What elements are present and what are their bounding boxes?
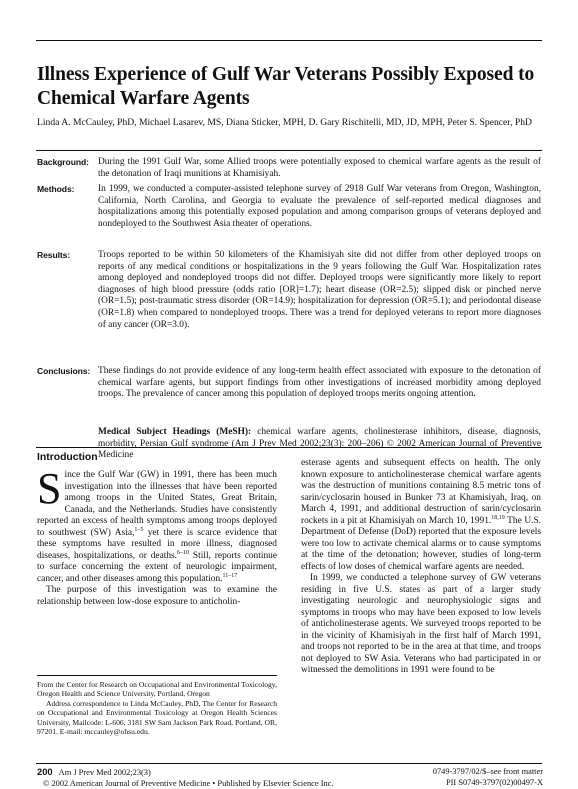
mesh-label: Medical Subject Headings (MeSH): — [98, 427, 252, 437]
intro-paragraph-4: In 1999, we conducted a telephone survey of GW veterans residing in five U.S. states as part of a larger study investigating neurologic and neurophysiologic signs and symptoms in troops who may have been exposed to low levels of anticholinesterase agents. We surveyed troops reported to be in the vicinity of Khamisiyah in the first half of March 1991, and troops not reported to be in the area at that time, and troops not deployed to SW Asia. Veterans who had participated in or witnessed the demolitions in 1991 were found to be — [301, 573, 541, 675]
abstract-top-rule — [36, 150, 542, 151]
footnote-correspondence: Address correspondence to Linda McCauley, PhD, The Center for Research on Occupational and Environmental Toxicology at Oregon Health Sciences University, Mailcode: L-606, 3181 SW Sam Jackson Park Road, Portland, OR, 97201. E-mail: mccauley@ohsu.edu. — [37, 698, 277, 737]
intro-paragraph-3 — [301, 458, 541, 573]
background-label: Background: — [37, 157, 89, 167]
abstract-bottom-rule — [36, 447, 542, 448]
conclusions-label: Conclusions: — [37, 366, 91, 376]
right-column — [301, 458, 541, 677]
author-list: Linda A. McCauley, PhD, Michael Lasarev, MS, Diana Sticker, MPH, D. Gary Rischitelli, MD, JD, MPH, Peter S. Spencer, PhD — [37, 117, 532, 128]
intro-paragraph-2: The purpose of this investigation was to examine the relationship between low-dose exposure to anticholin- — [37, 585, 277, 607]
footnote — [37, 680, 277, 736]
publisher-copyright: © 2002 American Journal of Preventive Medicine • Published by Elsevier Science Inc. — [43, 778, 334, 788]
citation-superscript: 18,19 — [491, 514, 505, 521]
left-column — [37, 464, 277, 608]
journal-citation: Am J Prev Med 2002;23(3) — [58, 768, 151, 777]
results-label: Results: — [37, 250, 71, 260]
citation-superscript: 11–17 — [222, 572, 238, 579]
article-title: Illness Experience of Gulf War Veterans Possibly Exposed to Chemical Warfare Agents — [37, 64, 535, 109]
top-rule — [36, 40, 542, 41]
mesh-text: chemical warfare agents, cholinesterase inhibitors, disease, diagnosis, morbidity, Persian Gulf syndrome (Am J Prev Med 2002;23(3): 200–206) © 2002 American Journal of Preventive Medicine — [98, 427, 542, 461]
pii-line: PII S0749-3797(02)00497-X — [445, 777, 543, 787]
intro-p3-text-b: The U.S. Department of Defense (DoD) reported that the exposure levels were too low to activate chemical alarms or to cause symptoms at the time of the detonation; however, studies of long-term effects of low doses of chemical warfare agents are needed. — [301, 515, 541, 572]
intro-p3-text-a: esterase agents and subsequent effects on health. The only known exposure to anticholinesterase chemical warfare agents was the destruction of munitions containing 8.5 metric tons of sarin/cyclosarin housed in Bunker 73 at Khamisiyah, Iraq, on March 4, 1991, and additional destruction of sarin/cyclosarin rockets in a pit at Khamisiyah on March 10, 1991. — [301, 458, 541, 526]
footer-right — [433, 767, 543, 788]
methods-label: Methods: — [37, 184, 75, 194]
conclusions-text: These findings do not provide evidence of any long-term health effect associated with exposure to the detonation of chemical warfare agents, but support findings from other investigations of increased morbidity among deployed troops. The prevalence of cancer among this population of deployed troops merits ongoing attention. — [98, 366, 541, 400]
intro-p1-text-b: yet there is scarce evidence that these symptoms have resulted in more illness, diagnosed diseases, hospitalizations, or deaths. — [37, 527, 277, 561]
drop-cap: S — [37, 464, 62, 513]
issn-line: 0749-3797/02/$–see front matter — [432, 767, 543, 776]
footer-left — [37, 767, 333, 789]
footnote-rule — [37, 675, 277, 676]
citation-superscript: 6–10 — [177, 549, 190, 556]
section-heading-introduction: Introduction — [37, 452, 98, 463]
methods-text: In 1999, we conducted a computer-assisted telephone survey of 2918 Gulf War veterans from Oregon, Washington, California, North Carolina, and Georgia to evaluate the prevalence of self-reported medical diagnoses and hospitalizations among this potentially exposed population and among comparison groups of veterans deployed and nondeployed to the Southwest Asia theater of operations. — [98, 184, 541, 229]
intro-paragraph-1 — [37, 464, 277, 585]
background-text: During the 1991 Gulf War, some Allied troops were potentially exposed to chemical warfare agents as the result of the detonation of Iraqi munitions at Khamisiyah. — [98, 157, 541, 179]
intro-p1-text-c: Still, reports continue to surface concerning the extent of neurologic impairment, cancer, and other diseases among this population. — [37, 550, 277, 584]
results-text: Troops reported to be within 50 kilometers of the Khamisiyah site did not differ from other deployed troops on reports of any medical conditions or hospitalizations in the 9 years following the Gulf War. Hospitalization rates among deployed and nondeployed troops did not differ. Deployed troops were significantly more likely to report diagnoses of high blood pressure (odds ratio [OR]=1.7); heart disease (OR=2.5); slipped disk or pinched nerve (OR=1.5); post-traumatic stress disorder (OR=14.9); hospitalization for depression (OR=5.1); and periodontal disease (OR=1.8) when compared to nondeployed troops. There was a trend for deployed veterans to report more diagnoses of any cancer (OR=3.0). — [98, 250, 541, 330]
footer-rule — [36, 763, 542, 764]
intro-p1-text-a: ince the Gulf War (GW) in 1991, there has been much investigation into the illnesses that have been reported among troops in the United States, Great Britain, Canada, and the Netherlands. Studies have consistently reported an excess of health symptoms among troops deployed to southwest (SW) Asia, — [37, 470, 277, 538]
citation-superscript: 1–5 — [134, 526, 144, 533]
footnote-affiliation: From the Center for Research on Occupational and Environmental Toxicology, Oregon Health and Science University, Portland, Oregon — [37, 680, 277, 699]
page-number: 200 — [37, 766, 53, 777]
mesh-keywords — [98, 427, 541, 462]
